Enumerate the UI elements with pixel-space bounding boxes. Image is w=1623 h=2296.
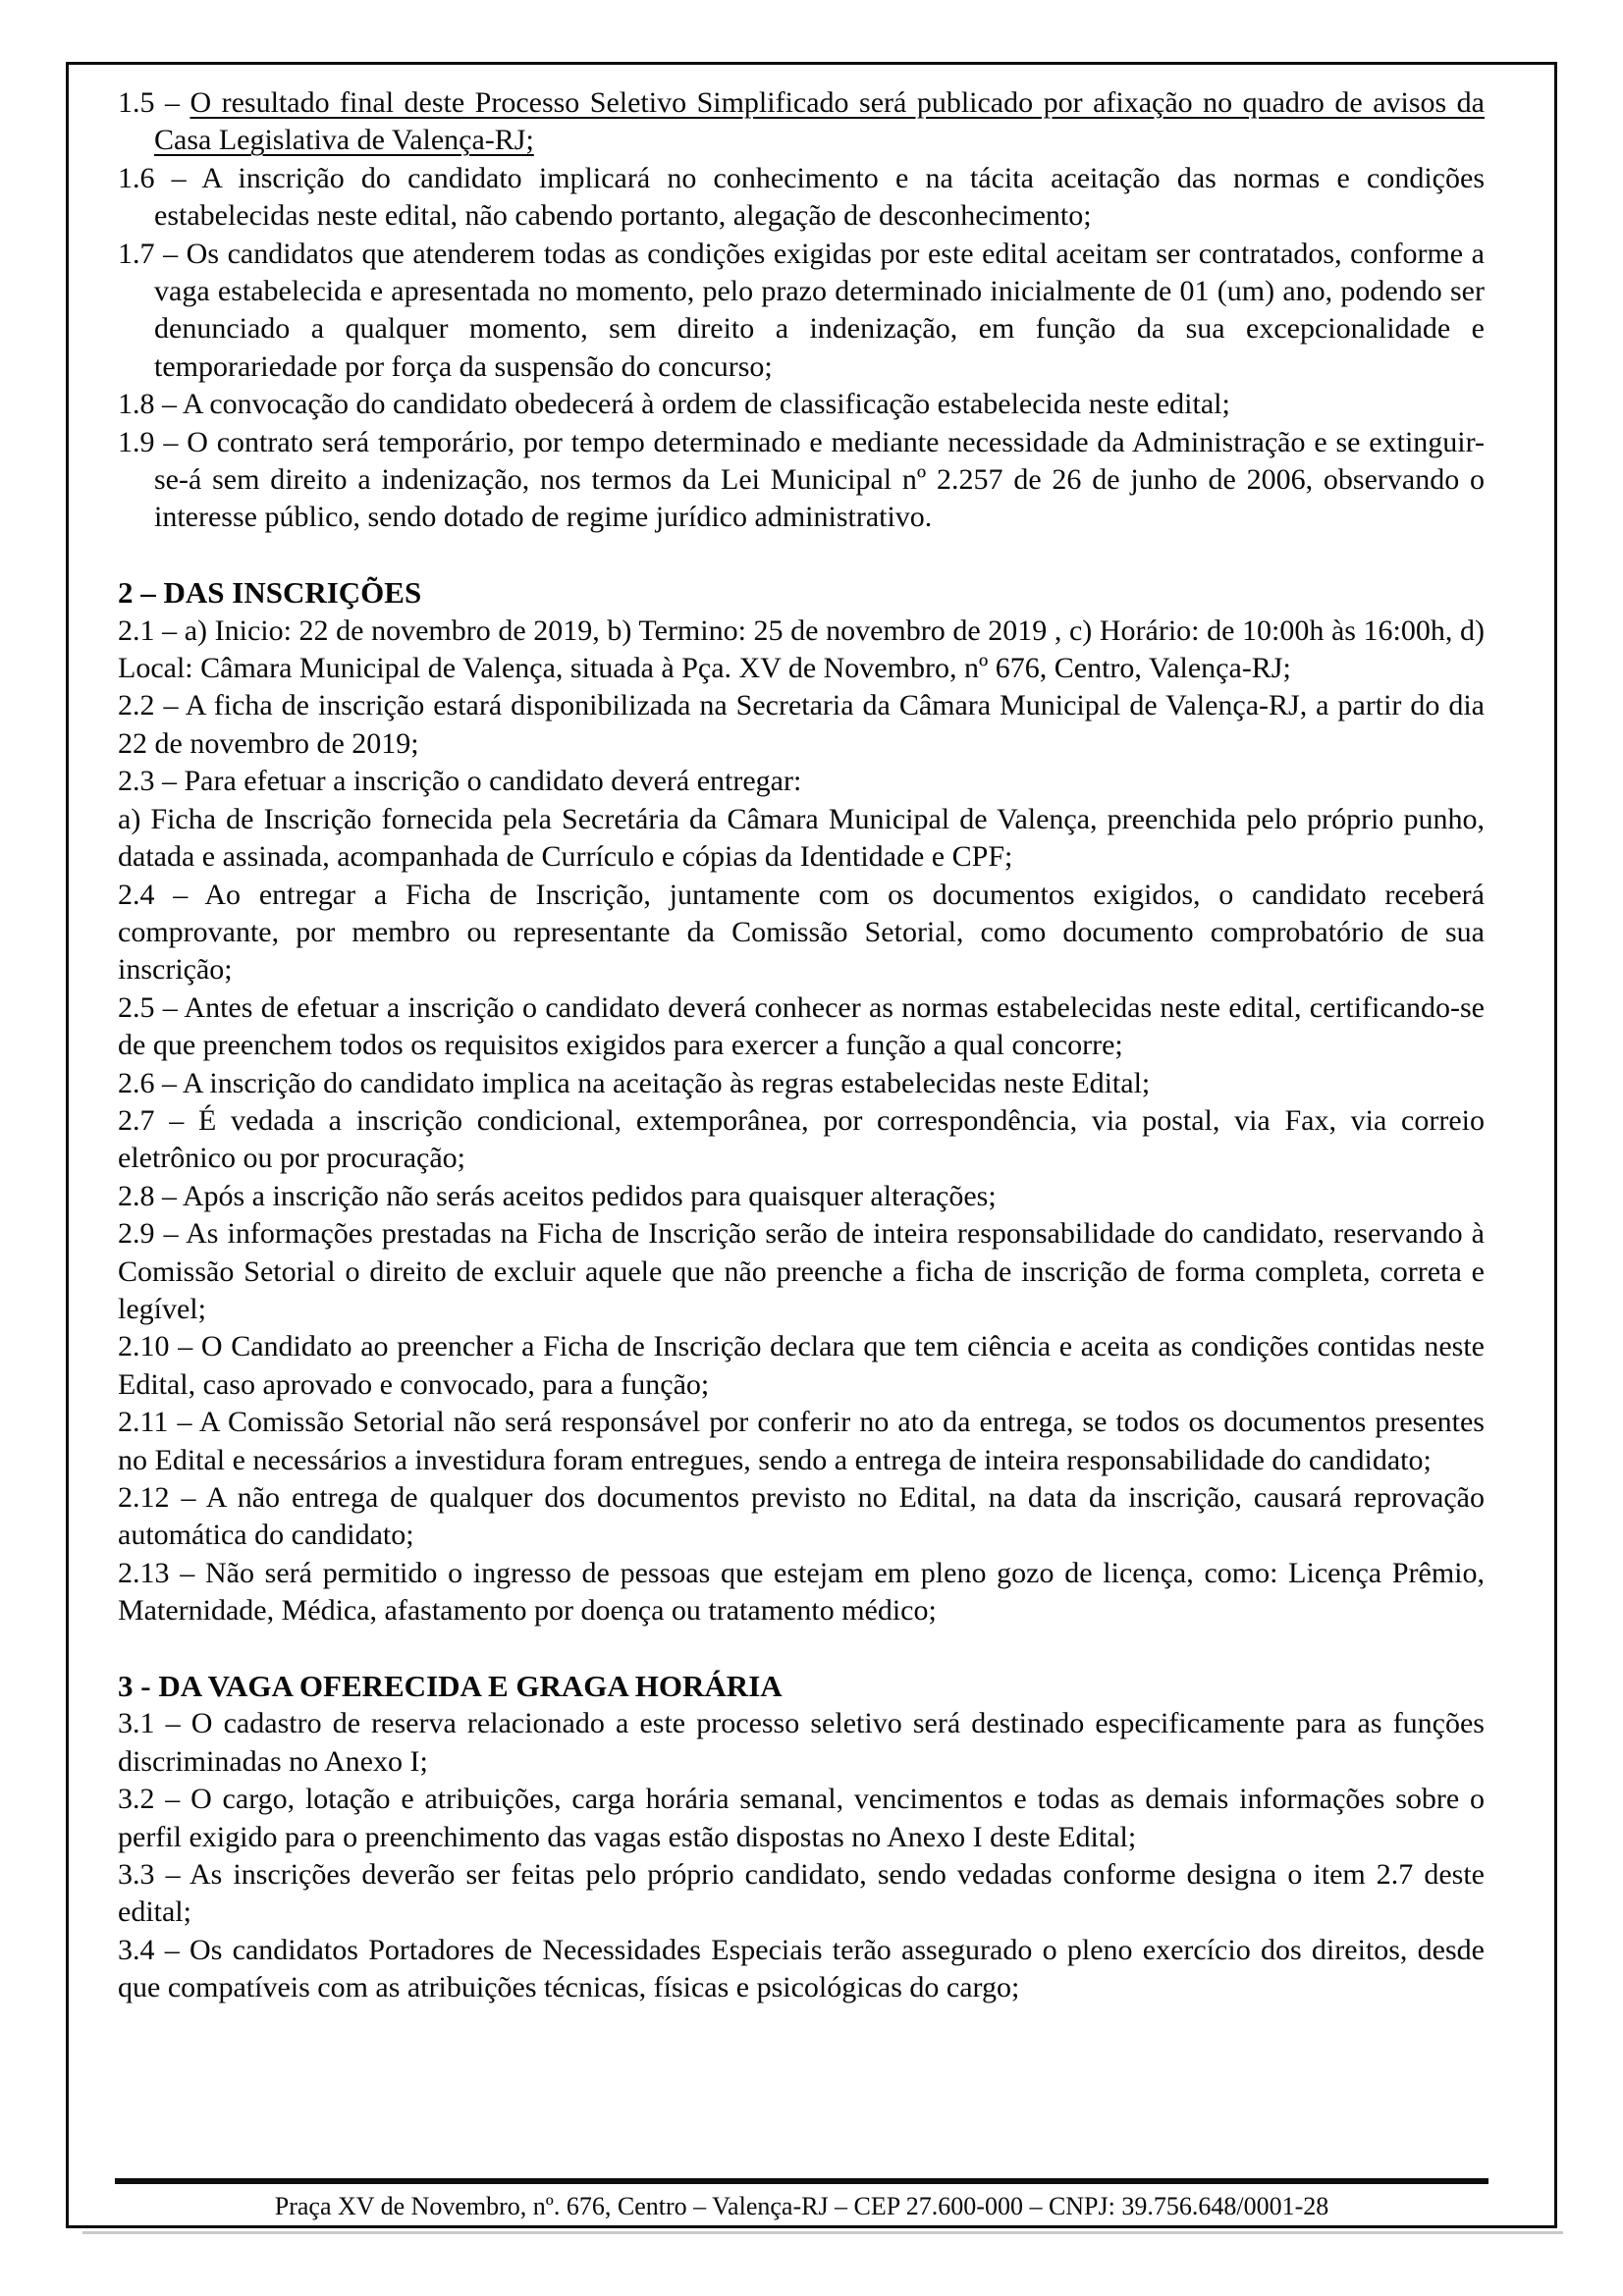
item-text: O resultado final deste Processo Seletivo Simplificado será publicado por afixação no quadro de avisos da Casa Legislativa de Valença-RJ; xyxy=(154,86,1485,157)
item-text: Os candidatos que atenderem todas as condições exigidas por este edital aceitam ser contratados, conforme a vaga estabelecida e apresentada no momento, pelo prazo determinado inicialmente de 01 (um) ano, podendo ser denunciado a qualquer momento, sem direito a indenização, em função da sua excepcionalidade e temporariedade por força da suspensão do concurso; xyxy=(154,237,1485,383)
item-text: O contrato será temporário, por tempo determinado e mediante necessidade da Administração e se extinguir-se-á sem direito a indenização, nos termos da Lei Municipal nº 2.257 de 26 de junho de 2006, observando o interesse público, sendo dotado de regime jurídico administrativo. xyxy=(154,425,1485,534)
paragraph-3-3: 3.3 – As inscrições deverão ser feitas pelo próprio candidato, sendo vedadas conforme designa o item 2.7 deste edital; xyxy=(118,1858,1485,1929)
item-1-5 xyxy=(118,84,1485,160)
item-text: A convocação do candidato obedecerá à ordem de classificação estabelecida neste edital; xyxy=(182,388,1230,421)
item-number: 1.9 – xyxy=(118,425,188,458)
paragraph-2-2: 2.2 – A ficha de inscrição estará disponibilizada na Secretaria da Câmara Municipal de Valença-RJ, a partir do dia 22 de novembro de 2019; xyxy=(118,689,1485,760)
item-1-9 xyxy=(118,424,1485,537)
paragraph-2-10: 2.10 – O Candidato ao preencher a Ficha de Inscrição declara que tem ciência e aceita as condições contidas neste Edital, caso aprovado e convocado, para a função; xyxy=(118,1330,1485,1401)
footer-rule xyxy=(115,2178,1488,2184)
item-number: 1.5 – xyxy=(118,86,190,119)
page-frame xyxy=(66,62,1557,2228)
paragraph-3-2: 3.2 – O cargo, lotação e atribuições, carga horária semanal, vencimentos e todas as demais informações sobre o perfil exigido para o preenchimento das vagas estão dispostas no Anexo I deste Edital; xyxy=(118,1783,1485,1853)
item-1-8 xyxy=(118,386,1485,423)
item-number: 1.8 – xyxy=(118,388,183,421)
paragraph-2-13: 2.13 – Não será permitido o ingresso de pessoas que estejam em pleno gozo de licença, como: Licença Prêmio, Maternidade, Médica, afastamento por doença ou tratamento médico; xyxy=(118,1556,1485,1628)
scan-shadow xyxy=(82,2231,1563,2234)
paragraph-2-8: 2.8 – Após a inscrição não serás aceitos pedidos para quaisquer alterações; xyxy=(118,1179,997,1212)
paragraph-2-11: 2.11 – A Comissão Setorial não será responsável por conferir no ato da entrega, se todos os documentos presentes no Edital e necessários a investidura foram entregues, sendo a entrega de inteira responsabilidade do candidato; xyxy=(118,1406,1485,1476)
section-2-heading: 2 – DAS INSCRIÇÕES xyxy=(118,575,422,611)
paragraph-2-7: 2.7 – É vedada a inscrição condicional, extemporânea, por correspondência, via postal, via Fax, via correio eletrônico ou por procuração; xyxy=(118,1103,1485,1175)
paragraph-2-4: 2.4 – Ao entregar a Ficha de Inscrição, juntamente com os documentos exigidos, o candidato receberá comprovante, por membro ou representante da Comissão Setorial, como documento comprobatório de sua inscrição; xyxy=(118,878,1485,987)
item-1-7 xyxy=(118,236,1485,387)
item-number: 1.7 – xyxy=(118,237,187,270)
paragraph-2-12: 2.12 – A não entrega de qualquer dos documentos previsto no Edital, na data da inscrição, causará reprovação automática do candidato; xyxy=(118,1481,1485,1552)
item-number: 1.6 – xyxy=(118,161,202,194)
document-body xyxy=(69,65,1554,2007)
footer-address: Praça XV de Novembro, nº. 676, Centro – Valença-RJ – CEP 27.600-000 – CNPJ: 39.756.648/0001-28 xyxy=(274,2192,1329,2220)
paragraph-2-9: 2.9 – As informações prestadas na Ficha de Inscrição serão de inteira responsabilidade do candidato, reservando à Comissão Setorial o direito de excluir aquele que não preenche a ficha de inscrição de forma completa, correta e legível; xyxy=(118,1217,1485,1325)
item-text: A inscrição do candidato implicará no conhecimento e na tácita aceitação das normas e condições estabelecidas neste edital, não cabendo portanto, alegação de desconhecimento; xyxy=(154,161,1485,233)
paragraph-2-3: 2.3 – Para efetuar a inscrição o candidato deverá entregar: xyxy=(118,765,802,798)
paragraph-3-4: 3.4 – Os candidatos Portadores de Necessidades Especiais terão assegurado o pleno exercício dos direitos, desde que compatíveis com as atribuições técnicas, físicas e psicológicas do cargo; xyxy=(118,1933,1485,2004)
paragraph-3-1: 3.1 – O cadastro de reserva relacionado a este processo seletivo será destinado especificamente para as funções discriminadas no Anexo I; xyxy=(118,1707,1485,1778)
item-1-6 xyxy=(118,160,1485,236)
paragraph-2-6: 2.6 – A inscrição do candidato implica na aceitação às regras estabelecidas neste Edital; xyxy=(118,1066,1151,1099)
paragraph-2-5: 2.5 – Antes de efetuar a inscrição o candidato deverá conhecer as normas estabelecidas neste edital, certificando-se de que preenchem todos os requisitos exigidos para exercer a função a qual concorre; xyxy=(118,990,1485,1062)
page-footer xyxy=(115,2178,1488,2221)
paragraph-2-1: 2.1 – a) Inicio: 22 de novembro de 2019, b) Termino: 25 de novembro de 2019 , c) Horário: de 10:00h às 16:00h, d) Local: Câmara Municipal de Valença, situada à Pça. XV de Novembro, nº 676, Centro, Valença-RJ; xyxy=(118,614,1485,685)
section-3-heading: 3 - DA VAGA OFERECIDA E GRAGA HORÁRIA xyxy=(118,1669,783,1704)
paragraph-2-3-a: a) Ficha de Inscrição fornecida pela Secretária da Câmara Municipal de Valença, preenchida pelo próprio punho, datada e assinada, acompanhada de Currículo e cópias da Identidade e CPF; xyxy=(118,802,1485,874)
